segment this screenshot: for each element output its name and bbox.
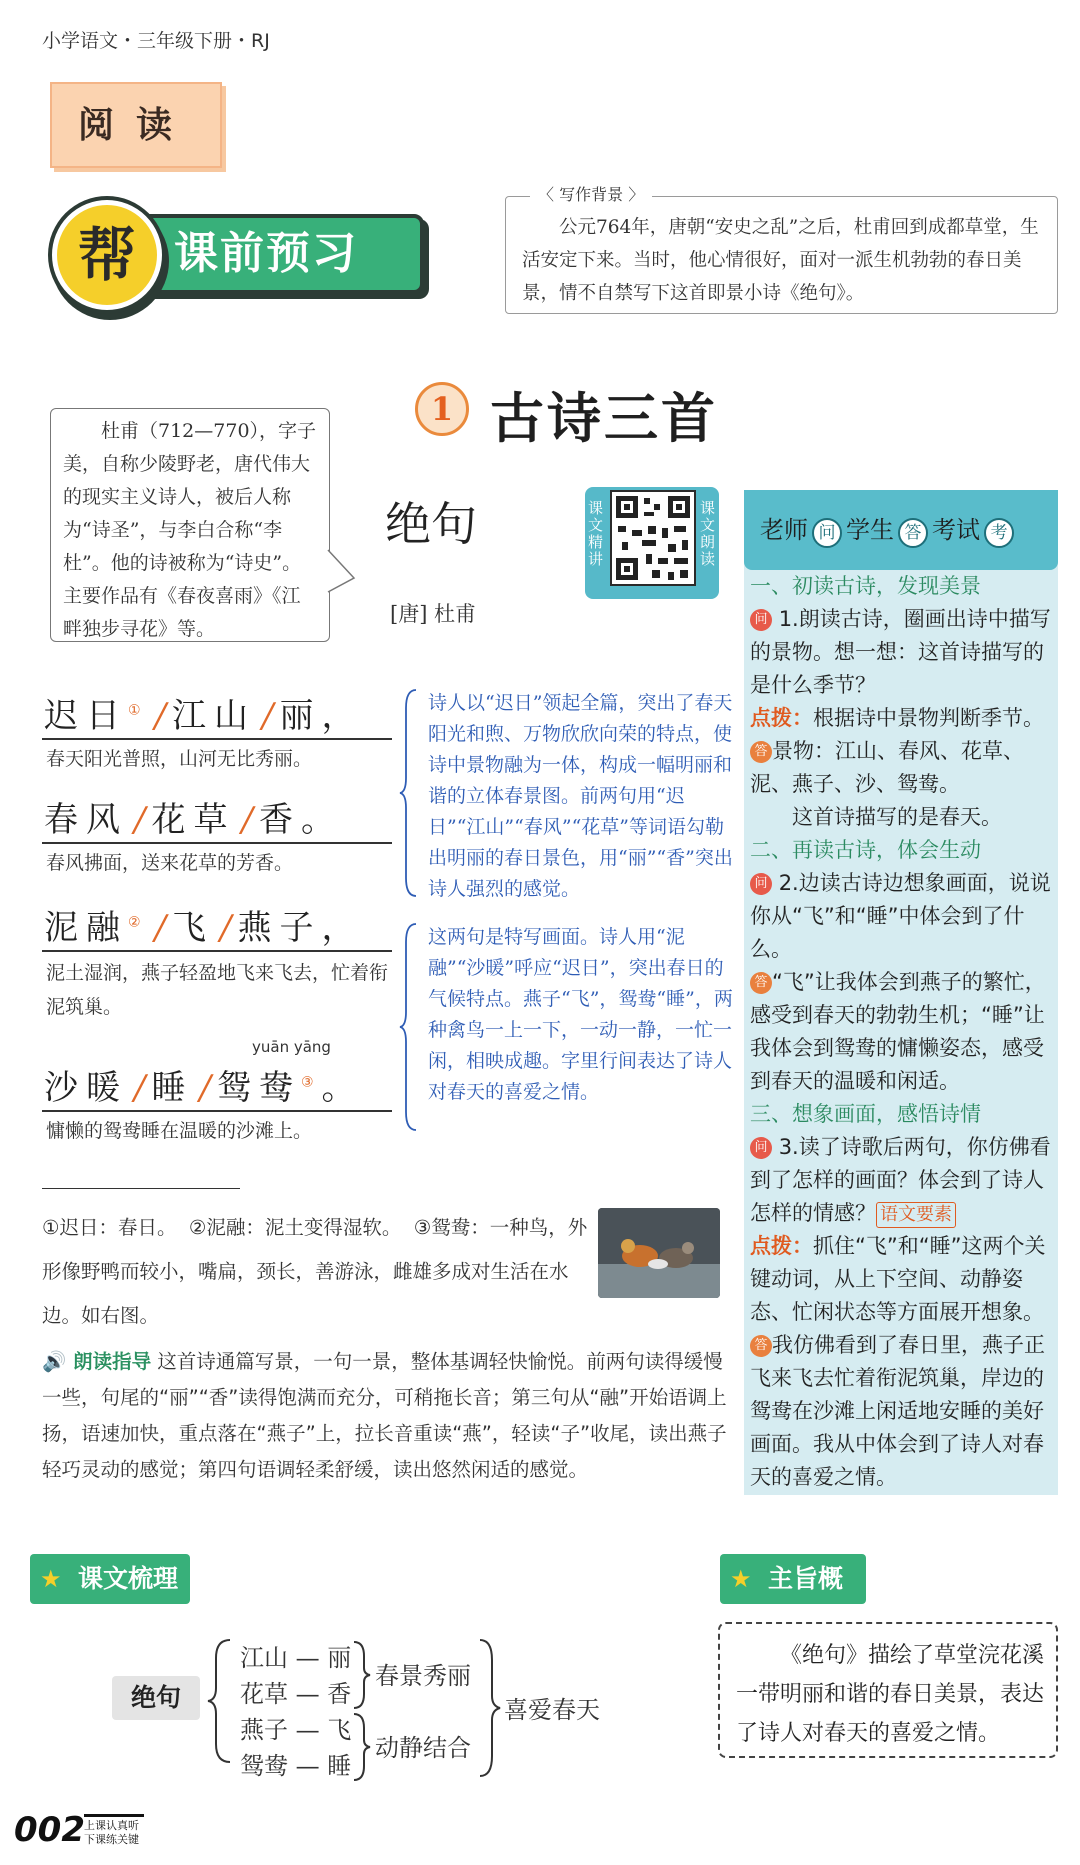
lesson-title: 古诗三首 xyxy=(490,386,718,450)
answer-icon: 答 xyxy=(750,741,772,763)
poem-note-1: 诗人以“迟日”领起全篇，突出了春天阳光和煦、万物欣欣向荣的特点，使诗中景物融为一体，构成一幅明丽和谐的立体春景图。前两句用“迟日”“江山”“春风”“花草”等词语勾勒出明丽的春日景色，用“丽”“香”突出诗人强烈的感觉。 xyxy=(428,692,733,900)
section-tag: 阅读 xyxy=(50,82,222,168)
underline xyxy=(42,1110,392,1112)
qr-label-right: 课文朗读 xyxy=(700,499,716,568)
poem-note-2: 这两句是特写画面。诗人用“泥融”“沙暖”呼应“迟日”，突出春日的气候特点。燕子“飞”，鸳鸯“睡”，两种禽鸟一上一下，一动一静，一忙一闲，相映成趣。字里行间表达了诗人对春天的喜爱之情。 xyxy=(428,926,733,1103)
preview-badge: 帮 xyxy=(52,200,162,310)
underline xyxy=(42,738,392,740)
line-translation-2: 春风拂面，送来花草的芳香。 xyxy=(46,852,294,874)
poem-line-1: 迟日① / 江山 / 丽， xyxy=(44,696,364,736)
star-icon: ★ xyxy=(730,1565,752,1593)
qa-section-1: 一、初读古诗，发现美景 xyxy=(750,574,981,598)
footnote-1: ①迟日：春日。 xyxy=(42,1216,177,1239)
structure-tree: 江山 — 丽 花草 — 香 燕子 — 飞 鸳鸯 — 睡 xyxy=(240,1644,352,1780)
poem-author: [唐] 杜甫 xyxy=(390,602,477,626)
poem-line-2: 春风 / 花草 / 香。 xyxy=(44,800,343,840)
reading-guide-label: 🔊 朗读指导 xyxy=(42,1350,152,1373)
author-bio: 杜甫（712—770），字子美，自称少陵野老，唐代伟大的现实主义诗人，被后人称为“诗圣”，与李白合称“李杜”。他的诗被称为“诗史”。主要作品有《春夜喜雨》《江畔独步寻花》等。 xyxy=(50,408,330,642)
group-label-2: 动静结合 xyxy=(375,1734,471,1762)
footnote-2: ②泥融：泥土变得湿软。 xyxy=(188,1216,402,1239)
answer-icon: 答 xyxy=(750,972,772,994)
question-icon: 问 xyxy=(750,1137,772,1159)
qa-section-3: 三、想象画面，感悟诗情 xyxy=(750,1102,981,1126)
lesson-number: 1 xyxy=(415,382,469,436)
answer-icon: 答 xyxy=(898,518,928,548)
book-header: 小学语文・三年级下册・RJ xyxy=(42,30,270,52)
line-translation-3: 泥土湿润，燕子轻盈地飞来飞去，忙着衔泥筑巢。 xyxy=(46,962,389,1018)
footnotes xyxy=(42,1206,592,1338)
poem-line-3: 泥融② / 飞 / 燕子， xyxy=(44,908,364,948)
note-brace-2 xyxy=(398,922,420,1132)
background-label: 〈 写作背景 〉 xyxy=(530,182,652,205)
poem-title: 绝句 xyxy=(385,497,477,551)
background-label-text: 写作背景 xyxy=(559,185,624,204)
qr-label-left: 课文精讲 xyxy=(588,499,604,568)
theme-tag: ★ 主旨概括 xyxy=(720,1554,866,1604)
tree-brace xyxy=(204,1636,234,1766)
ask-icon: 问 xyxy=(812,518,842,548)
key-element-tag: 语文要素 xyxy=(876,1202,956,1228)
structure-result: 喜爱春天 xyxy=(504,1696,600,1724)
exam-icon: 考 xyxy=(984,518,1014,548)
underline xyxy=(42,842,392,844)
background-box: 公元764年，唐朝“安史之乱”之后，杜甫回到成都草堂，生活安定下来。当时，他心情很好，面对一派生机勃勃的春日美景，情不自禁写下这首即景小诗《绝句》。 xyxy=(505,196,1058,314)
star-icon: ★ xyxy=(40,1565,62,1593)
result-brace xyxy=(478,1638,502,1778)
qa-head-labels: 老师 问 学生 答 考试 考 xyxy=(760,510,1018,548)
underline xyxy=(42,950,392,952)
reading-guide: 🔊 朗读指导 这首诗通篇写景，一句一景，整体基调轻快愉悦。前两句读得缓慢一些，句尾的“丽”“香”读得饱满而充分，可稍拖长音；第三句从“融”开始语调上扬，语速加快，重点落在“燕子”上，拉长音重读“燕”，轻读“子”收尾，读出燕子轻巧灵动的感觉；第四句语调轻柔舒缓，读出悠然闲适的感觉。 xyxy=(42,1350,727,1481)
group-brace-2 xyxy=(352,1712,372,1782)
poem-line-4: 沙暖 / 睡 / 鸳鸯③。 xyxy=(44,1068,364,1108)
footnote-3: ③鸳鸯：一种鸟，外形像野鸭而较小，嘴扁，颈长，善游泳，雌雄多成对生活在水边。如右图。 xyxy=(42,1216,588,1327)
preview-title: 课前预习 xyxy=(134,214,424,294)
group-brace-1 xyxy=(352,1640,372,1710)
theme-summary: 《绝句》描绘了草堂浣花溪一带明丽和谐的春日美景，表达了诗人对春天的喜爱之情。 xyxy=(718,1622,1058,1758)
group-label-1: 春景秀丽 xyxy=(375,1662,471,1690)
page-number: 002 xyxy=(14,1810,85,1850)
bio-pointer xyxy=(326,548,356,594)
mandarin-duck-photo xyxy=(598,1208,720,1298)
line-translation-1: 春天阳光普照，山河无比秀丽。 xyxy=(46,748,313,770)
page-slogan: 上课认真听 下课练关键 xyxy=(84,1814,144,1847)
answer-icon: 答 xyxy=(750,1335,772,1357)
pinyin: yuān yāng xyxy=(252,1038,331,1056)
qr-code-icon[interactable] xyxy=(610,490,696,586)
question-icon: 问 xyxy=(750,609,772,631)
question-icon: 问 xyxy=(750,873,772,895)
footnote-divider xyxy=(42,1188,240,1189)
line-translation-4: 慵懒的鸳鸯睡在温暖的沙滩上。 xyxy=(46,1120,313,1142)
qa-section-2: 二、再读古诗，体会生动 xyxy=(750,838,981,862)
structure-tag: ★ 课文梳理 xyxy=(30,1554,190,1604)
qa-content: 一、初读古诗，发现美景 问 1.朗读古诗，圈画出诗中描写的景物。想一想：这首诗描写的是什么季节？ 点拨：根据诗中景物判断季节。 答 景物：江山、春风、花草、泥、燕子、沙、鸳鸯。 这首诗描写的是春天。 二、再读古诗，体会生动 问 2.边读古诗边想象画面，说说你从“飞”和“睡”中体会到了什么。 答 “飞”让我体会到燕子的繁忙，感受到春天的勃勃生机；“睡”让我体会到鸳鸯的慵懒姿态，感受到春天的温暖和闲适。 三、想象画面，感悟诗情 问 3.读了诗歌后两句，你仿佛看到了怎样的画面？体会到了诗人怎样的情感？ 语文要素 点拨：抓住“飞”和“睡”这两个关键动词，从上下空间、动静姿态、忙闲状态等方面展开想象。 答 我仿佛看到了春日里，燕子正飞来飞去忙着衔泥筑巢，岸边的鸳鸯在沙滩上闲适地安睡的美好画面。我从中体会到了诗人对春天的喜爱之情。 xyxy=(750,570,1052,1494)
note-brace-1 xyxy=(398,688,420,898)
structure-root: 绝句 xyxy=(112,1676,200,1720)
